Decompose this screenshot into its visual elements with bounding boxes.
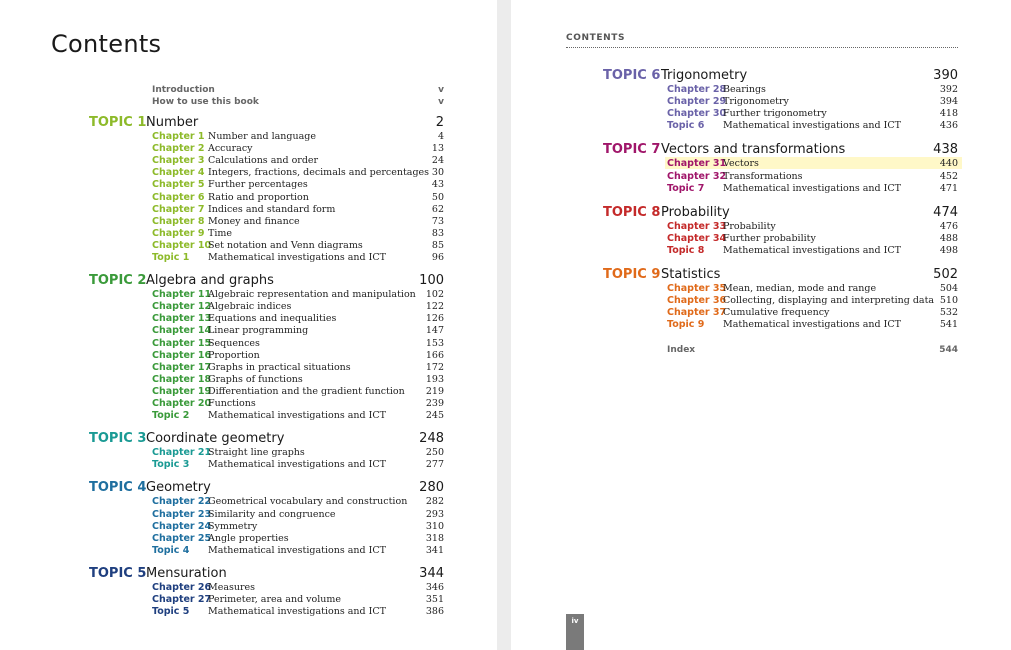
chapter-page: 13 xyxy=(431,143,444,155)
running-header: CONTENTS xyxy=(566,33,626,43)
chapter-label: Chapter 18 xyxy=(152,373,212,385)
chapter-label: Chapter 37 xyxy=(667,307,727,319)
header-dotted-rule xyxy=(566,47,958,48)
chapter-page: 386 xyxy=(425,606,444,618)
chapter-title: Algebraic representation and manipulation xyxy=(208,289,416,301)
chapter-page: 166 xyxy=(425,349,444,361)
chapter-label: Topic 1 xyxy=(152,252,190,263)
chapter-label: Chapter 21 xyxy=(152,447,212,459)
chapter-page: 24 xyxy=(431,155,444,167)
chapter-label: Chapter 27 xyxy=(152,594,212,605)
chapter-label: Topic 3 xyxy=(152,459,190,471)
chapter-label: Chapter 31 xyxy=(667,158,727,170)
chapter-label: Chapter 8 xyxy=(152,215,205,227)
chapter-page: 498 xyxy=(939,244,958,256)
chapter-label: Chapter 4 xyxy=(152,167,205,179)
chapter-label: Chapter 15 xyxy=(152,337,212,349)
chapter-page: 351 xyxy=(425,594,444,605)
intro-label: Introduction xyxy=(152,85,215,95)
chapter-page: 172 xyxy=(425,361,444,373)
chapter-title: Mean, median, mode and range xyxy=(723,283,877,294)
topic-name: Statistics xyxy=(661,267,721,282)
chapter-label: Chapter 2 xyxy=(152,143,205,155)
topic-name: Trigonometry xyxy=(661,68,748,83)
index-label: Index xyxy=(667,345,696,356)
topic-page: 390 xyxy=(933,68,958,83)
topic-label: TOPIC 2 xyxy=(89,273,147,289)
chapter-label: Chapter 1 xyxy=(152,131,205,142)
chapter-page: 440 xyxy=(939,158,958,170)
chapter-label: Chapter 24 xyxy=(152,520,212,532)
chapter-page: 436 xyxy=(939,120,958,132)
chapter-label: Chapter 29 xyxy=(667,96,727,108)
right-page xyxy=(511,0,1011,650)
chapter-title: Sequences xyxy=(208,337,260,349)
topic-page: 344 xyxy=(419,565,444,581)
chapter-label: Chapter 12 xyxy=(152,301,212,313)
chapter-page: 4 xyxy=(437,131,444,142)
chapter-page: 96 xyxy=(431,252,444,263)
chapter-title: Differentiation and the gradient function xyxy=(208,385,405,397)
chapter-label: Chapter 33 xyxy=(667,220,727,232)
page-number-tab: iv xyxy=(566,614,584,650)
chapter-title: Similarity and congruence xyxy=(208,508,336,520)
chapter-title: Integers, fractions, decimals and percentages xyxy=(208,167,430,179)
topic-page: 474 xyxy=(933,204,958,220)
chapter-title: Mathematical investigations and ICT xyxy=(208,544,386,556)
chapter-page: 418 xyxy=(939,108,958,120)
chapter-page: 245 xyxy=(425,410,444,422)
intro-label: How to use this book xyxy=(152,97,259,107)
chapter-label: Chapter 7 xyxy=(152,203,205,215)
chapter-label: Topic 2 xyxy=(152,410,190,422)
chapter-label: Topic 4 xyxy=(152,544,190,556)
chapter-page: 102 xyxy=(425,289,444,301)
chapter-page: 147 xyxy=(425,325,444,337)
chapter-page: 62 xyxy=(431,203,444,215)
chapter-page: 193 xyxy=(425,373,444,385)
chapter-title: Equations and inequalities xyxy=(208,313,337,325)
chapter-label: Chapter 17 xyxy=(152,361,212,373)
chapter-title: Proportion xyxy=(208,349,260,361)
chapter-title: Measures xyxy=(208,581,256,593)
chapter-page: 277 xyxy=(425,459,444,471)
chapter-page: 392 xyxy=(939,84,958,95)
chapter-page: 471 xyxy=(939,182,958,194)
chapter-label: Chapter 34 xyxy=(667,232,727,244)
chapter-page: 122 xyxy=(425,301,444,313)
chapter-label: Chapter 3 xyxy=(152,155,205,167)
chapter-title: Further probability xyxy=(723,232,816,244)
chapter-page: 219 xyxy=(425,385,444,397)
chapter-title: Collecting, displaying and interpreting data xyxy=(723,295,935,307)
chapter-page: 30 xyxy=(431,167,444,179)
chapter-page: 510 xyxy=(939,295,958,307)
chapter-page: 50 xyxy=(431,191,444,203)
chapter-title: Trigonometry xyxy=(723,96,789,108)
chapter-page: 73 xyxy=(431,215,444,227)
chapter-label: Chapter 14 xyxy=(152,325,212,337)
chapter-title: Vectors xyxy=(723,158,759,170)
chapter-title: Graphs of functions xyxy=(208,373,303,385)
topic-page: 280 xyxy=(419,480,444,496)
chapter-label: Chapter 28 xyxy=(667,84,727,95)
chapter-title: Mathematical investigations and ICT xyxy=(208,252,386,263)
chapter-title: Mathematical investigations and ICT xyxy=(723,182,901,194)
left-page xyxy=(0,0,497,650)
chapter-page: 394 xyxy=(939,96,958,108)
intro-page: v xyxy=(438,85,444,95)
chapter-title: Further trigonometry xyxy=(723,108,827,120)
chapter-page: 476 xyxy=(939,220,958,232)
chapter-label: Chapter 35 xyxy=(667,283,727,294)
chapter-page: 83 xyxy=(431,227,444,239)
chapter-page: 239 xyxy=(425,398,444,409)
topic-label: TOPIC 5 xyxy=(89,565,147,581)
chapter-page: 532 xyxy=(939,307,958,319)
chapter-title: Accuracy xyxy=(208,143,253,155)
chapter-title: Angle properties xyxy=(208,532,289,544)
chapter-title: Mathematical investigations and ICT xyxy=(723,319,901,331)
chapter-title: Time xyxy=(208,227,233,239)
topic-name: Geometry xyxy=(146,480,211,496)
topic-label: TOPIC 4 xyxy=(89,480,147,496)
chapter-label: Chapter 32 xyxy=(667,170,727,182)
topic-label: TOPIC 9 xyxy=(603,267,661,282)
chapter-title: Mathematical investigations and ICT xyxy=(208,410,386,422)
chapter-title: Transformations xyxy=(723,170,803,182)
chapter-title: Geometrical vocabulary and construction xyxy=(208,496,408,508)
topic-name: Vectors and transformations xyxy=(661,142,846,158)
chapter-page: 341 xyxy=(425,544,444,556)
chapter-page: 43 xyxy=(431,179,444,191)
chapter-title: Mathematical investigations and ICT xyxy=(208,606,386,618)
chapter-label: Chapter 6 xyxy=(152,191,205,203)
chapter-label: Chapter 22 xyxy=(152,496,212,508)
chapter-title: Calculations and order xyxy=(208,155,319,167)
chapter-page: 488 xyxy=(939,232,958,244)
chapter-label: Chapter 19 xyxy=(152,385,212,397)
chapter-page: 318 xyxy=(425,532,444,544)
chapter-label: Chapter 20 xyxy=(152,398,212,409)
topic-name: Mensuration xyxy=(146,565,227,581)
chapter-page: 452 xyxy=(939,170,958,182)
topic-label: TOPIC 7 xyxy=(603,142,661,158)
chapter-label: Topic 7 xyxy=(667,182,705,194)
chapter-title: Symmetry xyxy=(208,520,258,532)
chapter-title: Mathematical investigations and ICT xyxy=(208,459,386,471)
chapter-page: 250 xyxy=(425,447,444,459)
chapter-page: 153 xyxy=(425,337,444,349)
chapter-label: Chapter 23 xyxy=(152,508,212,520)
chapter-label: Chapter 26 xyxy=(152,581,212,593)
chapter-title: Ratio and proportion xyxy=(208,191,309,203)
chapter-title: Set notation and Venn diagrams xyxy=(208,239,363,251)
chapter-title: Bearings xyxy=(723,84,766,95)
topic-label: TOPIC 1 xyxy=(89,115,147,130)
chapter-page: 504 xyxy=(939,283,958,294)
chapter-label: Chapter 25 xyxy=(152,532,212,544)
chapter-label: Topic 5 xyxy=(152,606,190,618)
chapter-page: 126 xyxy=(425,313,444,325)
chapter-label: Topic 9 xyxy=(667,319,705,331)
chapter-page: 85 xyxy=(431,239,444,251)
topic-page: 248 xyxy=(419,431,444,447)
chapter-label: Chapter 9 xyxy=(152,227,205,239)
index-page: 544 xyxy=(939,345,958,356)
topic-name: Coordinate geometry xyxy=(146,431,285,447)
chapter-title: Graphs in practical situations xyxy=(208,361,351,373)
topic-name: Algebra and graphs xyxy=(146,273,274,289)
chapter-title: Mathematical investigations and ICT xyxy=(723,244,901,256)
chapter-title: Perimeter, area and volume xyxy=(208,594,342,605)
chapter-title: Linear programming xyxy=(208,325,309,337)
chapter-title: Further percentages xyxy=(208,179,308,191)
chapter-title: Mathematical investigations and ICT xyxy=(723,120,901,132)
chapter-page: 541 xyxy=(939,319,958,331)
chapter-label: Chapter 5 xyxy=(152,179,205,191)
chapter-label: Chapter 13 xyxy=(152,313,212,325)
chapter-label: Chapter 16 xyxy=(152,349,212,361)
chapter-label: Chapter 10 xyxy=(152,239,212,251)
chapter-page: 310 xyxy=(425,520,444,532)
chapter-label: Topic 8 xyxy=(667,244,705,256)
chapter-label: Chapter 36 xyxy=(667,295,727,307)
chapter-title: Money and finance xyxy=(208,215,300,227)
topic-label: TOPIC 3 xyxy=(89,431,147,447)
chapter-title: Cumulative frequency xyxy=(723,307,830,319)
chapter-page: 282 xyxy=(425,496,444,508)
chapter-page: 293 xyxy=(425,508,444,520)
chapter-title: Functions xyxy=(208,398,256,409)
chapter-label: Chapter 30 xyxy=(667,108,727,120)
intro-page: v xyxy=(438,97,444,107)
topic-page: 438 xyxy=(933,142,958,158)
chapter-title: Indices and standard form xyxy=(208,203,336,215)
topic-page: 502 xyxy=(933,267,958,282)
topic-page: 100 xyxy=(419,273,444,289)
chapter-title: Straight line graphs xyxy=(208,447,305,459)
topic-name: Probability xyxy=(661,204,730,220)
chapter-label: Topic 6 xyxy=(667,120,705,132)
contents-title: Contents xyxy=(51,30,162,58)
chapter-page: 346 xyxy=(425,581,444,593)
topic-page: 2 xyxy=(435,115,444,130)
topic-label: TOPIC 6 xyxy=(603,68,661,83)
chapter-title: Algebraic indices xyxy=(208,301,292,313)
topic-name: Number xyxy=(146,115,199,130)
topic-label: TOPIC 8 xyxy=(603,204,661,220)
chapter-title: Probability xyxy=(723,220,776,232)
chapter-title: Number and language xyxy=(208,131,316,142)
chapter-label: Chapter 11 xyxy=(152,289,212,301)
